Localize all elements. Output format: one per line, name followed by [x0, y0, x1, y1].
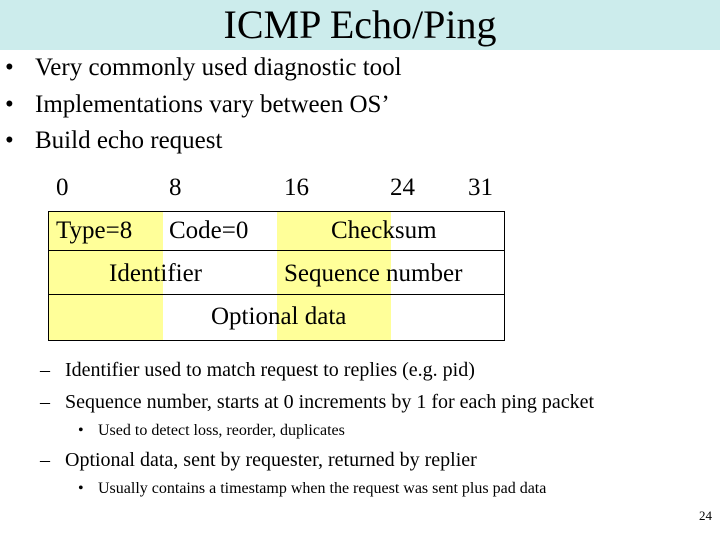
bullet-text: Implementations vary between OS’ — [35, 91, 390, 118]
note-text: Sequence number, starts at 0 increments by 1 for each ping packet — [65, 391, 595, 413]
bullet-dot-icon: • — [78, 422, 84, 439]
page-number: 24 — [699, 508, 712, 523]
bullet-text: Very commonly used diagnostic tool — [35, 54, 402, 81]
note-text: Identifier used to match request to replies (e.g. pid) — [65, 359, 475, 381]
bullet-dot-icon: • — [5, 91, 14, 118]
bullet-dot-icon: • — [78, 480, 84, 497]
bit-position-label: 8 — [169, 174, 182, 201]
bullet-dot-icon: • — [5, 127, 14, 154]
bullet-item — [5, 90, 390, 120]
code-field: Code=0 — [169, 217, 249, 244]
field-divider — [49, 250, 504, 251]
optional-data-field: Optional data — [211, 303, 347, 330]
note-item — [40, 448, 477, 472]
note-subitem — [78, 421, 345, 441]
checksum-field: Checksum — [331, 217, 437, 244]
identifier-field: Identifier — [109, 260, 203, 287]
note-subtext: Usually contains a timestamp when the request was sent plus pad data — [98, 480, 547, 497]
slide-title: ICMP Echo/Ping — [223, 2, 497, 47]
bit-position-label: 24 — [390, 174, 415, 201]
bit-position-label: 31 — [468, 174, 493, 201]
note-item — [40, 390, 594, 414]
note-subtext: Used to detect loss, reorder, duplicates — [98, 422, 345, 439]
note-text: Optional data, sent by requester, returned by replier — [65, 449, 477, 471]
dash-bullet-icon: – — [40, 449, 50, 471]
field-divider — [49, 294, 504, 295]
note-item — [40, 358, 475, 382]
bit-position-label: 16 — [284, 174, 309, 201]
note-subitem — [78, 479, 546, 499]
type-field: Type=8 — [56, 217, 133, 244]
bullet-dot-icon: • — [5, 54, 14, 81]
bullet-item — [5, 126, 222, 156]
icmp-packet-diagram — [48, 211, 505, 341]
sequence-number-field: Sequence number — [284, 260, 463, 287]
bullet-item — [5, 53, 402, 83]
dash-bullet-icon: – — [40, 391, 50, 413]
bullet-text: Build echo request — [35, 127, 223, 154]
dash-bullet-icon: – — [40, 359, 50, 381]
bit-position-label: 0 — [56, 174, 69, 201]
